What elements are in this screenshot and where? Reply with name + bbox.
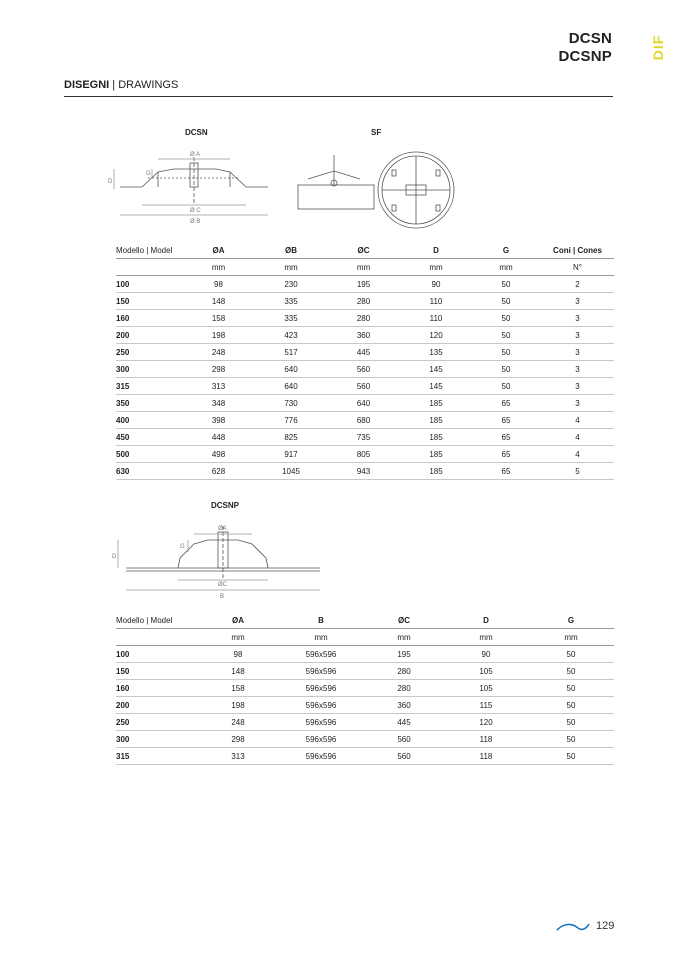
table-cell: 315 [116,748,198,765]
table-cell: 735 [326,429,401,446]
sf-clip-4 [436,205,440,211]
table-cell: 917 [256,446,326,463]
drawing-label-dcsnp: DCSNP [211,501,240,510]
table-cell: 118 [444,731,528,748]
page-title-line2: DCSNP [558,48,612,65]
page-number: 129 [596,920,615,932]
table-cell: 148 [181,293,256,310]
table-cell: 65 [471,429,541,446]
table-cell: 50 [528,731,614,748]
table-cell: G [528,612,614,629]
sf-clip-2 [436,170,440,176]
sf-clip-1 [392,170,396,176]
table-cell: 335 [256,293,326,310]
table-cell: 50 [471,293,541,310]
table-cell: Modello | Model [116,242,181,259]
table-row [116,429,614,446]
table-cell: 160 [116,310,181,327]
dim2-label-d: D [112,554,117,560]
sf-clip-3 [392,205,396,211]
table-cell: 65 [471,463,541,480]
table-cell: 298 [181,361,256,378]
table-row [116,663,614,680]
table-cell: 185 [401,429,471,446]
table-cell: 198 [181,327,256,344]
table-cell: 250 [116,344,181,361]
table-cell: mm [471,259,541,276]
table-cell: 628 [181,463,256,480]
table-cell: mm [256,259,326,276]
table-cell: 776 [256,412,326,429]
section-heading-bold: DISEGNI [64,79,110,91]
table-cell: 3 [541,395,614,412]
table-cell: 185 [401,463,471,480]
table-cell: 3 [541,361,614,378]
side-tab-label: DIF [650,34,666,61]
table-header-row [116,242,614,259]
table-cell: 300 [116,361,181,378]
table-cell: 158 [181,310,256,327]
table-cell: 90 [401,276,471,293]
table-row [116,310,614,327]
table-row [116,378,614,395]
table-cell: B [278,612,364,629]
table-row [116,697,614,714]
table-cell: ØC [326,242,401,259]
table-cell: 135 [401,344,471,361]
table-cell: 50 [471,310,541,327]
table-cell: 148 [198,663,278,680]
table-cell: 158 [198,680,278,697]
table-cell: 4 [541,412,614,429]
table-cell: mm [326,259,401,276]
table-cell: 198 [198,697,278,714]
table-cell: 1045 [256,463,326,480]
table-cell: 4 [541,429,614,446]
table-cell: 423 [256,327,326,344]
table-row [116,646,614,663]
table-cell: 350 [116,395,181,412]
dim2-label-c: ØC [218,582,227,588]
table-cell: 100 [116,646,198,663]
table-cell: 120 [401,327,471,344]
table-cell: 4 [541,446,614,463]
table-cell: 195 [364,646,444,663]
table-cell: 115 [444,697,528,714]
dim-label-d: D [108,179,113,185]
table-cell: 3 [541,293,614,310]
table-cell: 360 [326,327,401,344]
dim-label-b: Ø B [190,219,201,225]
table-cell: 298 [198,731,278,748]
table-cell: 348 [181,395,256,412]
dcsnp-technical-drawing [108,518,338,606]
table-cell: 50 [528,663,614,680]
table-cell: 300 [116,731,198,748]
table-row [116,748,614,765]
table-cell: 50 [528,680,614,697]
table-cell: 450 [116,429,181,446]
table-cell: 50 [528,646,614,663]
table-cell: ØC [364,612,444,629]
table-cell: 2 [541,276,614,293]
table-cell: 50 [471,378,541,395]
table-cell: 280 [326,310,401,327]
table-cell: 50 [528,697,614,714]
table-cell: mm [198,629,278,646]
table-cell: 160 [116,680,198,697]
table-cell: D [401,242,471,259]
table-cell: 280 [364,663,444,680]
table-cell: 517 [256,344,326,361]
table-cell: 145 [401,378,471,395]
table-cell: Modello | Model [116,612,198,629]
table-cell: 3 [541,327,614,344]
table-cell: mm [444,629,528,646]
table-row [116,714,614,731]
table-cell: 50 [528,748,614,765]
table-cell: 3 [541,344,614,361]
dim2-label-b: B [220,594,225,600]
table-header-row [116,612,614,629]
table-cell: 500 [116,446,181,463]
table-cell: 730 [256,395,326,412]
table-cell: 280 [326,293,401,310]
table-row [116,276,614,293]
dim-label-c: Ø C [190,208,201,214]
table-cell: mm [364,629,444,646]
table-cell: ØA [198,612,278,629]
table-cell: 98 [198,646,278,663]
table-cell: 448 [181,429,256,446]
table-cell: 65 [471,446,541,463]
dcsn-spec-table [116,242,614,480]
table-cell: mm [401,259,471,276]
table-cell: 120 [444,714,528,731]
table-cell: 145 [401,361,471,378]
table-row [116,395,614,412]
table-cell: 118 [444,748,528,765]
table-cell: 445 [326,344,401,361]
table-cell: 360 [364,697,444,714]
table-cell: 195 [326,276,401,293]
table-units-row [116,259,614,276]
table-cell: 445 [364,714,444,731]
table-cell: 100 [116,276,181,293]
table-cell: 185 [401,395,471,412]
table-cell: mm [181,259,256,276]
table-cell: 560 [364,731,444,748]
section-heading-separator: | [109,79,119,91]
table-cell: 248 [181,344,256,361]
table-cell: 230 [256,276,326,293]
table-cell: ØA [181,242,256,259]
table-row [116,327,614,344]
table-cell: 50 [528,714,614,731]
table-cell: 50 [471,344,541,361]
table-cell: 65 [471,412,541,429]
table-cell: 400 [116,412,181,429]
table-cell: 185 [401,446,471,463]
table-cell: 3 [541,378,614,395]
table-row [116,446,614,463]
table-cell: 200 [116,697,198,714]
dim2-label-g: G [180,544,185,550]
table-cell: 596x596 [278,697,364,714]
dcsnp-spec-table [116,612,614,765]
table-cell: Coni | Cones [541,242,614,259]
table-cell: G [471,242,541,259]
table-cell: 65 [471,395,541,412]
table-cell: 596x596 [278,663,364,680]
table-cell: 150 [116,663,198,680]
table-row [116,412,614,429]
table-row [116,293,614,310]
table-cell: 98 [181,276,256,293]
table-cell [116,259,181,276]
table-cell: 105 [444,680,528,697]
table-cell: 313 [181,378,256,395]
table-cell: 185 [401,412,471,429]
table-cell: 596x596 [278,646,364,663]
table-cell: 398 [181,412,256,429]
table-cell: 105 [444,663,528,680]
table-cell: D [444,612,528,629]
table-cell: 3 [541,310,614,327]
table-cell: mm [528,629,614,646]
table-cell: 640 [326,395,401,412]
table-cell: 315 [116,378,181,395]
table-cell: mm [278,629,364,646]
table-cell: 90 [444,646,528,663]
table-cell [116,629,198,646]
table-cell: 200 [116,327,181,344]
wave-logo-icon [556,921,590,933]
table-row [116,680,614,697]
section-heading [64,79,178,91]
table-cell: 805 [326,446,401,463]
table-cell: 560 [326,378,401,395]
table-cell: 640 [256,361,326,378]
table-cell: 943 [326,463,401,480]
section-divider [64,96,613,97]
table-cell: 596x596 [278,748,364,765]
table-cell: ØB [256,242,326,259]
section-heading-rest: DRAWINGS [118,79,179,91]
dim2-label-a: ØA [218,526,227,532]
table-cell: N° [541,259,614,276]
table-row [116,344,614,361]
table-cell: 680 [326,412,401,429]
table-row [116,731,614,748]
table-cell: 630 [116,463,181,480]
sf-side-body [298,185,374,209]
dcsn-technical-drawing [108,145,468,235]
table-row [116,463,614,480]
table-cell: 248 [198,714,278,731]
table-cell: 560 [326,361,401,378]
table-cell: 596x596 [278,731,364,748]
dim-label-a: Ø A [190,152,201,158]
table-cell: 50 [471,361,541,378]
table-cell: 596x596 [278,680,364,697]
table-units-row [116,629,614,646]
dim-label-g: G [146,171,151,177]
table-cell: 150 [116,293,181,310]
table-cell: 110 [401,293,471,310]
table-cell: 280 [364,680,444,697]
table-cell: 640 [256,378,326,395]
table-cell: 498 [181,446,256,463]
drawing-label-dcsn: DCSN [185,128,208,137]
table-cell: 250 [116,714,198,731]
table-cell: 825 [256,429,326,446]
drawing-label-sf: SF [371,128,382,137]
table-cell: 560 [364,748,444,765]
table-cell: 5 [541,463,614,480]
table-row [116,361,614,378]
table-cell: 335 [256,310,326,327]
table-cell: 596x596 [278,714,364,731]
table-cell: 50 [471,327,541,344]
side-tab [650,26,667,69]
table-cell: 50 [471,276,541,293]
page-title-line1: DCSN [568,30,612,47]
table-cell: 110 [401,310,471,327]
table-cell: 313 [198,748,278,765]
